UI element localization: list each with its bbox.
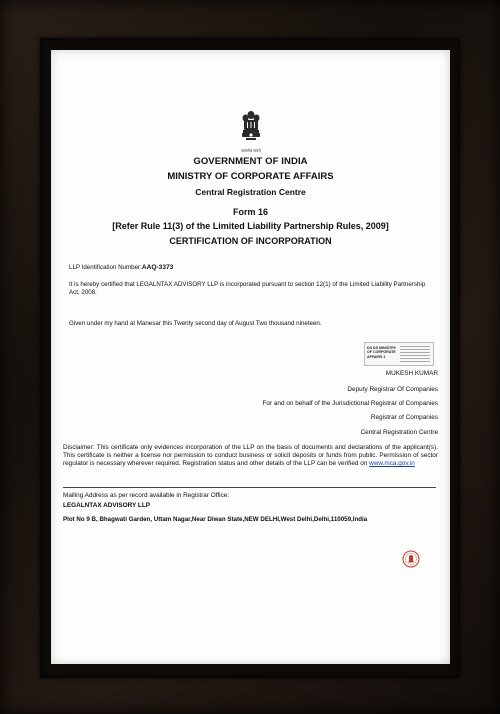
disclaimer bbox=[63, 444, 438, 469]
mailing-company: LEGALNTAX ADVISORY LLP bbox=[63, 502, 150, 509]
certificate-paper bbox=[51, 50, 450, 664]
certificate-title: CERTIFICATION OF INCORPORATION bbox=[169, 236, 332, 246]
llp-identification bbox=[69, 264, 173, 272]
stamp-text: DS DS MINISTRY OF CORPORATE AFFAIRS 1 bbox=[367, 346, 396, 359]
centre-heading: Central Registration Centre bbox=[195, 187, 306, 197]
signatory-centre: Central Registration Centre bbox=[360, 429, 438, 436]
mailing-label: Mailing Address as per record available in Registrar Office: bbox=[63, 492, 230, 499]
form-heading: Form 16 bbox=[232, 207, 268, 217]
mca-link[interactable]: www.mca.gov.in bbox=[369, 460, 415, 468]
mca-seal-icon bbox=[402, 550, 420, 568]
mailing-address: Plot No 9 B, Bhagwati Garden, Uttam Nagar,Near Diwan State,NEW DELHI,West Delhi,Delhi,110059,India bbox=[63, 516, 368, 523]
certification-text: It is hereby certified that LEGALNTAX ADVISORY LLP is incorporated pursuant to section 12(1) of the Limited Liability Partnership Act, 2008. bbox=[69, 281, 426, 296]
signatory-behalf: For and on behalf of the Jurisdictional Registrar of Companies bbox=[262, 400, 438, 407]
digital-signature-stamp bbox=[364, 342, 434, 366]
signatory-registrar: Registrar of Companies bbox=[370, 414, 438, 421]
government-heading: GOVERNMENT OF INDIA bbox=[193, 156, 308, 167]
emblem-motto: सत्यमेव जयते bbox=[241, 148, 261, 153]
rule-heading: [Refer Rule 11(3) of the Limited Liability Partnership Rules, 2009] bbox=[112, 221, 389, 231]
llp-id-value: AAQ-3373 bbox=[141, 264, 174, 271]
llp-id-label: LLP Identification Number: bbox=[69, 264, 142, 271]
signatory-name: MUKESH KUMAR bbox=[385, 370, 438, 377]
ministry-heading: MINISTRY OF CORPORATE AFFAIRS bbox=[167, 171, 334, 182]
disclaimer-text: Disclaimer: This certificate only evidences incorporation of the LLP on the basis of documents and declarations of the applicant(s). This certificate is neither a license nor permission to conduct business or solicit deposits or funds from public. Permission of sector regulator is necessary wherever required. Registration status and other details of the LLP can be verified on bbox=[63, 444, 438, 468]
given-text: Given under my hand at Manesar this Twenty second day of August Two thousand nineteen. bbox=[69, 320, 322, 327]
stamp-fineprint bbox=[400, 346, 430, 362]
divider bbox=[63, 487, 436, 488]
national-emblem-icon bbox=[240, 110, 262, 148]
signatory-designation: Deputy Registrar Of Companies bbox=[347, 386, 438, 393]
